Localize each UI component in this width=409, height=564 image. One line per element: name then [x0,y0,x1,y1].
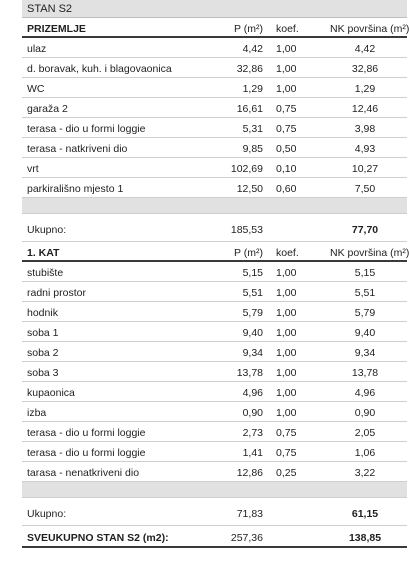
room-koef: 0,60 [276,183,297,195]
room-nk-area: 12,46 [351,103,379,115]
room-nk-area: 4,42 [354,43,376,55]
section-sum-row [22,214,407,242]
room-name: soba 2 [27,347,59,359]
sum-nk: 61,15 [351,508,379,520]
room-name: terasa - dio u formi loggie [27,447,146,459]
table-row [22,462,407,482]
room-nk-area: 9,34 [354,347,376,359]
grand-total-row [22,526,407,548]
table-row [22,422,407,442]
room-koef: 1,00 [276,387,297,399]
room-area: 16,61 [236,103,263,115]
room-nk-area: 13,78 [351,367,379,379]
section-header [22,242,407,262]
room-area: 1,29 [242,83,263,95]
room-name: vrt [27,163,39,175]
room-name: WC [27,83,45,95]
room-name: izba [27,407,47,419]
room-koef: 0,50 [276,143,297,155]
room-name: terasa - natkriveni dio [27,143,128,155]
col-header-area: P (m²) [234,247,263,259]
room-nk-area: 32,86 [351,63,379,75]
grand-total-label: SVEUKUPNO STAN S2 (m2): [27,532,169,544]
sections [22,18,407,526]
col-header-area: P (m²) [234,23,263,35]
sum-area: 185,53 [230,224,263,236]
section-spacer [22,198,407,214]
room-area: 5,79 [242,307,263,319]
room-koef: 1,00 [276,367,297,379]
room-koef: 0,25 [276,467,297,479]
room-nk-area: 5,15 [354,267,376,279]
room-area: 9,40 [242,327,263,339]
room-area: 9,34 [242,347,263,359]
room-nk-area: 5,79 [354,307,376,319]
room-nk-area: 2,05 [354,427,376,439]
area-table [22,0,407,548]
room-area: 9,85 [242,143,263,155]
room-name: kupaonica [27,387,75,399]
room-koef: 1,00 [276,307,297,319]
col-header-koef: koef. [276,23,299,35]
sum-label: Ukupno: [27,508,67,520]
section-spacer [22,482,407,498]
col-header-nk: NK površina (m²) [330,23,409,35]
room-nk-area: 1,06 [354,447,376,459]
room-area: 13,78 [236,367,263,379]
room-area: 2,73 [242,427,263,439]
room-nk-area: 7,50 [354,183,376,195]
table-row [22,262,407,282]
room-nk-area: 10,27 [351,163,379,175]
room-nk-area: 5,51 [354,287,376,299]
table-row [22,158,407,178]
table-row [22,78,407,98]
room-koef: 1,00 [276,267,297,279]
table-row [22,362,407,382]
room-name: soba 1 [27,327,59,339]
room-area: 4,42 [242,43,263,55]
room-area: 5,15 [242,267,263,279]
room-area: 12,50 [236,183,263,195]
table-row [22,322,407,342]
room-nk-area: 4,93 [354,143,376,155]
room-name: d. boravak, kuh. i blagovaonica [27,63,172,75]
room-koef: 0,75 [276,123,297,135]
room-koef: 1,00 [276,63,297,75]
table-row [22,442,407,462]
room-name: ulaz [27,43,47,55]
room-area: 32,86 [236,63,263,75]
room-nk-area: 4,96 [354,387,376,399]
room-koef: 1,00 [276,287,297,299]
section-sum-row [22,498,407,526]
room-nk-area: 1,29 [354,83,376,95]
table-row [22,342,407,362]
table-row [22,118,407,138]
room-koef: 0,10 [276,163,297,175]
grand-total-nk: 138,85 [348,532,382,544]
sum-nk: 77,70 [351,224,379,236]
room-koef: 1,00 [276,407,297,419]
room-name: garaža 2 [27,103,68,115]
room-name: soba 3 [27,367,59,379]
room-name: tarasa - nenatkriveni dio [27,467,140,479]
room-name: hodnik [27,307,58,319]
table-title: STAN S2 [27,3,73,15]
room-koef: 0,75 [276,103,297,115]
room-nk-area: 3,98 [354,123,376,135]
sum-area: 71,83 [236,508,263,520]
room-nk-area: 0,90 [354,407,376,419]
table-row [22,402,407,422]
room-koef: 1,00 [276,43,297,55]
table-row [22,282,407,302]
room-koef: 1,00 [276,83,297,95]
room-area: 5,31 [242,123,263,135]
table-row [22,98,407,118]
section-title: PRIZEMLJE [27,23,86,35]
room-name: radni prostor [27,287,86,299]
room-area: 0,90 [242,407,263,419]
col-header-nk: NK površina (m²) [330,247,409,259]
room-area: 1,41 [242,447,263,459]
room-name: parkirališno mjesto 1 [27,183,124,195]
section-title: 1. KAT [27,247,60,259]
table-row [22,178,407,198]
room-name: terasa - dio u formi loggie [27,123,146,135]
room-koef: 0,75 [276,427,297,439]
grand-total-area: 257,36 [230,532,263,544]
room-area: 102,69 [230,163,263,175]
room-area: 12,86 [236,467,263,479]
room-nk-area: 3,22 [354,467,376,479]
table-row [22,302,407,322]
table-row [22,382,407,402]
room-name: stubište [27,267,64,279]
room-koef: 0,75 [276,447,297,459]
table-title-bar [22,0,407,18]
room-koef: 1,00 [276,327,297,339]
room-nk-area: 9,40 [354,327,376,339]
room-koef: 1,00 [276,347,297,359]
room-name: terasa - dio u formi loggie [27,427,146,439]
section-header [22,18,407,38]
room-area: 4,96 [242,387,263,399]
room-area: 5,51 [242,287,263,299]
table-row [22,138,407,158]
col-header-koef: koef. [276,247,299,259]
table-row [22,38,407,58]
sum-label: Ukupno: [27,224,67,236]
table-row [22,58,407,78]
